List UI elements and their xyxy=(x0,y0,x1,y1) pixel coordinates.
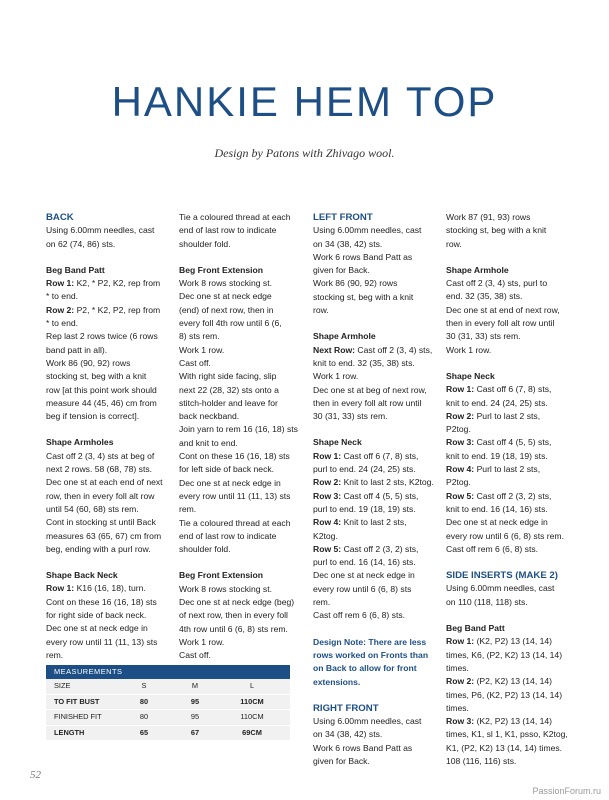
text-line: of next row, then in every foll xyxy=(179,610,288,621)
text-line: knit to end. 16 (14, 16) sts. xyxy=(446,503,548,514)
table-cell: 69CM xyxy=(242,727,262,737)
text-line: Tie a coloured thread at each xyxy=(179,517,291,528)
table-cell: S xyxy=(141,681,147,690)
text-line: row. xyxy=(313,305,329,316)
subheading-shape-neck: Shape Neck xyxy=(446,370,495,381)
designer-credit: Design by Patons with Zhivago wool. xyxy=(214,146,395,160)
table-row xyxy=(46,695,290,711)
design-note: Design Note: There are less xyxy=(313,636,427,647)
text-line: Cont in stocking st until Back xyxy=(46,517,156,528)
text-line: K1, (P2, K2) 13 (14, 14) times. xyxy=(446,742,563,753)
subheading-shape-armhole: Shape Armhole xyxy=(446,264,509,275)
text-line: Work 6 rows Band Patt as xyxy=(313,251,413,262)
text-line: With right side facing, slip xyxy=(179,371,277,382)
subheading-shape-neck: Shape Neck xyxy=(313,437,362,448)
text-line: band patt in all). xyxy=(46,344,108,355)
text-line: on 62 (74, 86) sts. xyxy=(46,238,116,249)
text-line: given for Back. xyxy=(313,755,370,766)
text-line: Dec one st at neck edge in xyxy=(446,517,548,528)
text-line: for right side of back neck. xyxy=(46,610,147,621)
text-line: Work 8 rows stocking st. xyxy=(179,278,272,289)
text-line: Row 2: Knit to last 2 sts, K2tog. xyxy=(313,477,434,488)
text-line: 30 (31, 33) sts rem. xyxy=(313,411,388,422)
text-line: on 110 (118, 118) sts. xyxy=(446,596,528,607)
text-line: Dec one st at end of next row, xyxy=(446,304,560,315)
text-line: times, P6, (K2, P2) 13 (14, 14) xyxy=(446,689,563,700)
text-line: given for Back. xyxy=(313,265,370,276)
text-line: times, K1, sl 1, K1, psso, K2tog, xyxy=(446,729,568,740)
text-line: 4th row until 6 (6, 8) sts rem. xyxy=(179,623,288,634)
text-line: knit to end. 24 (24, 25) sts. xyxy=(446,397,548,408)
subheading-band-patt: Beg Band Patt xyxy=(446,623,505,634)
table-cell: 110CM xyxy=(240,696,264,706)
text-line: back neckband. xyxy=(179,411,240,422)
text-line: measures 63 (65, 67) cm from xyxy=(46,530,162,541)
text-line: 108 (116, 116) sts. xyxy=(446,755,517,766)
text-line: and knit to end. xyxy=(179,437,238,448)
subheading-front-extension-2: Beg Front Extension xyxy=(179,570,264,581)
text-line: Cast off. xyxy=(179,357,211,368)
text-line: * to end. xyxy=(46,318,79,329)
page-title: HANKIE HEM TOP xyxy=(111,78,498,125)
text-line: measure 44 (45, 46) cm from xyxy=(46,397,157,408)
text-line: Dec one st at neck edge xyxy=(179,291,272,302)
text-line: Row 1: K2, * P2, K2, rep from xyxy=(46,278,161,289)
text-line: Work 6 rows Band Patt as xyxy=(313,742,413,753)
watermark-footer: PassionForum.ru xyxy=(532,786,601,796)
text-line: times, K6, (P2, K2) 13 (14, 14) xyxy=(446,649,563,660)
text-line: on 34 (38, 42) sts. xyxy=(313,729,383,740)
text-line: knit to end. 32 (35, 38) sts. xyxy=(313,357,415,368)
text-line: Work 86 (90, 92) rows xyxy=(313,278,398,289)
text-line: purl to end. 16 (14, 16) sts. xyxy=(313,557,416,568)
table-cell: 95 xyxy=(190,712,200,721)
text-line: every row until 6 (6, 8) sts rem. xyxy=(446,530,564,541)
text-line: rem. xyxy=(46,649,64,660)
text-line: row [at this point work should xyxy=(46,384,157,395)
table-cell: LENGTH xyxy=(54,727,85,737)
text-line: every row until 6 (6, 8) sts xyxy=(313,583,412,594)
text-line: Work 86 (90, 92) rows xyxy=(46,357,131,368)
text-line: Using 6.00mm needles, cast xyxy=(446,583,555,594)
text-line: Cast off. xyxy=(179,650,211,661)
text-line: row. xyxy=(446,238,462,249)
text-line: then in every foll alt row until xyxy=(446,318,555,329)
text-line: every foll 4th row until 6 (6, xyxy=(179,318,282,329)
text-line: purl to end. 19 (18, 19) sts. xyxy=(313,503,416,514)
text-line: Row 3: (K2, P2) 13 (14, 14) xyxy=(446,716,553,727)
text-line: Row 4: Purl to last 2 sts, xyxy=(446,464,541,475)
text-line: P2tog. xyxy=(446,477,471,488)
column-back-extension xyxy=(179,211,311,663)
text-line: Using 6.00mm needles, cast xyxy=(313,225,422,236)
table-cell: M xyxy=(191,681,199,690)
table-cell: L xyxy=(249,681,255,690)
text-line: Using 6.00mm needles, cast xyxy=(46,225,155,236)
text-line: P2tog. xyxy=(446,424,471,435)
text-line: until 54 (60, 68) sts rem. xyxy=(46,503,139,514)
text-line: every row until 11 (11, 13) sts xyxy=(179,490,291,501)
text-line: Row 1: (K2, P2) 13 (14, 14) xyxy=(446,636,553,647)
text-line: (end) of next row, then in xyxy=(179,304,274,315)
section-heading-side-inserts: SIDE INSERTS (MAKE 2) xyxy=(446,570,558,582)
text-line: Work 1 row. xyxy=(179,344,225,355)
text-line: then in every foll alt row until xyxy=(313,397,422,408)
text-line: stitch-holder and leave for xyxy=(179,397,278,408)
text-line: Cast off rem 6 (6, 8) sts. xyxy=(446,543,539,554)
table-cell: 80 xyxy=(139,696,149,706)
text-line: rem. xyxy=(313,597,331,608)
text-line: Row 4: Knit to last 2 sts, xyxy=(313,517,407,528)
text-line: Cont on these 16 (16, 18) sts xyxy=(46,596,157,607)
text-line: Rep last 2 rows twice (6 rows xyxy=(46,331,158,342)
text-line: on 34 (38, 42) sts. xyxy=(313,238,383,249)
text-line: Row 1: K16 (16, 18), turn. xyxy=(46,583,146,594)
text-line: Row 5: Cast off 2 (3, 2) sts, xyxy=(313,543,419,554)
measurements-table xyxy=(46,665,290,741)
text-line: end of last row to indicate xyxy=(179,225,277,236)
table-cell: TO FIT BUST xyxy=(54,696,100,706)
text-line: end. 32 (35, 38) sts. xyxy=(446,291,523,302)
text-line: purl to end. 24 (24, 25) sts. xyxy=(313,464,416,475)
table-cell: FINISHED FIT xyxy=(54,712,102,721)
subheading-shape-armhole: Shape Armhole xyxy=(313,331,376,342)
text-line: Work 1 row. xyxy=(313,371,359,382)
text-line: for left side of back neck. xyxy=(179,464,275,475)
text-line: end of last row to indicate xyxy=(179,530,277,541)
text-line: Dec one st at neck edge in xyxy=(179,477,281,488)
text-line: knit to end. 19 (18, 19) sts. xyxy=(446,450,548,461)
text-line: Row 2: P2, * K2, P2, rep from xyxy=(46,304,161,315)
text-line: times. xyxy=(446,662,469,673)
table-row xyxy=(46,726,290,742)
text-line: times. xyxy=(446,702,469,713)
column-right-front-cont xyxy=(446,211,586,768)
column-left-front xyxy=(313,211,445,768)
subheading-band-patt: Beg Band Patt xyxy=(46,264,105,275)
section-heading-back: BACK xyxy=(46,212,74,223)
table-cell: 95 xyxy=(190,696,200,706)
text-line: Dec one st at neck edge in xyxy=(46,623,148,634)
text-line: row, then in every foll alt row xyxy=(46,490,155,501)
text-line: Row 2: (P2, K2) 13 (14, 14) xyxy=(446,676,553,687)
design-note: rows worked on Fronts than xyxy=(313,649,429,660)
text-line: stocking st, beg with a knit xyxy=(313,291,414,302)
text-line: Work 1 row. xyxy=(179,636,225,647)
text-line: Next Row: Cast off 2 (3, 4) sts, xyxy=(313,344,433,355)
text-line: Row 1: Cast off 6 (7, 8) sts, xyxy=(313,450,419,461)
text-line: Row 2: Purl to last 2 sts, xyxy=(446,410,541,421)
text-line: Join yarn to rem 16 (16, 18) sts xyxy=(179,424,298,435)
text-line: 8) sts rem. xyxy=(179,331,220,342)
text-line: rem. xyxy=(179,504,197,515)
text-line: * to end. xyxy=(46,291,79,302)
text-line: stocking st, beg with a knit xyxy=(446,225,547,236)
design-note: extensions. xyxy=(313,676,361,687)
text-line: Dec one st at neck edge in xyxy=(313,570,415,581)
table-cell: SIZE xyxy=(54,681,71,690)
subheading-front-extension: Beg Front Extension xyxy=(179,264,264,275)
table-cell: 110CM xyxy=(240,712,264,721)
text-line: Work 8 rows stocking st. xyxy=(179,583,272,594)
text-line: stocking st, beg with a knit xyxy=(46,371,147,382)
text-line: next 2 rows. 58 (68, 78) sts. xyxy=(46,464,153,475)
table-cell: 65 xyxy=(139,727,149,737)
text-line: Cast off 2 (3, 4) sts at beg of xyxy=(46,450,155,461)
design-note: on Back to allow for front xyxy=(313,663,417,674)
text-line: Dec one st at neck edge (beg) xyxy=(179,597,295,608)
section-heading-left-front: LEFT FRONT xyxy=(313,212,373,223)
text-line: shoulder fold. xyxy=(179,544,231,555)
text-line: Tie a coloured thread at each xyxy=(179,212,291,222)
column-back xyxy=(46,211,176,662)
text-line: Row 1: Cast off 6 (7, 8) sts, xyxy=(446,384,552,395)
text-line: Row 5: Cast off 2 (3, 2) sts, xyxy=(446,490,552,501)
table-cell: 67 xyxy=(190,727,200,737)
text-line: Work 87 (91, 93) rows xyxy=(446,212,531,222)
section-heading-right-front: RIGHT FRONT xyxy=(313,702,379,714)
text-line: shoulder fold. xyxy=(179,238,231,249)
subheading-shape-back-neck: Shape Back Neck xyxy=(46,570,118,581)
text-line: beg if tension is correct]. xyxy=(46,411,140,422)
text-line: Cont on these 16 (16, 18) sts xyxy=(179,451,290,462)
text-line: 30 (31, 33) sts rem. xyxy=(446,331,521,342)
text-line: every row until 11 (11, 13) sts xyxy=(46,636,158,647)
measurements-header: MEASUREMENTS xyxy=(46,665,290,679)
table-row xyxy=(46,710,290,726)
text-line: Work 1 row. xyxy=(446,344,492,355)
text-line: beg, ending with a purl row. xyxy=(46,543,151,554)
text-line: Cast off rem 6 (6, 8) sts. xyxy=(313,610,406,621)
page-number: 52 xyxy=(30,769,41,781)
text-line: Cast off 2 (3, 4) sts, purl to xyxy=(446,278,548,289)
text-line: Row 3: Cast off 4 (5, 5) sts, xyxy=(446,437,552,448)
subheading-shape-armholes: Shape Armholes xyxy=(46,437,114,448)
text-line: Dec one st at each end of next xyxy=(46,477,163,488)
text-line: Row 3: Cast off 4 (5, 5) sts, xyxy=(313,490,419,501)
text-line: K2tog. xyxy=(313,530,338,541)
text-line: next 22 (28, 32) sts onto a xyxy=(179,384,279,395)
table-cell: 80 xyxy=(139,712,149,721)
text-line: Dec one st at beg of next row, xyxy=(313,384,427,395)
table-row xyxy=(46,679,290,695)
text-line: Using 6.00mm needles, cast xyxy=(313,716,422,727)
